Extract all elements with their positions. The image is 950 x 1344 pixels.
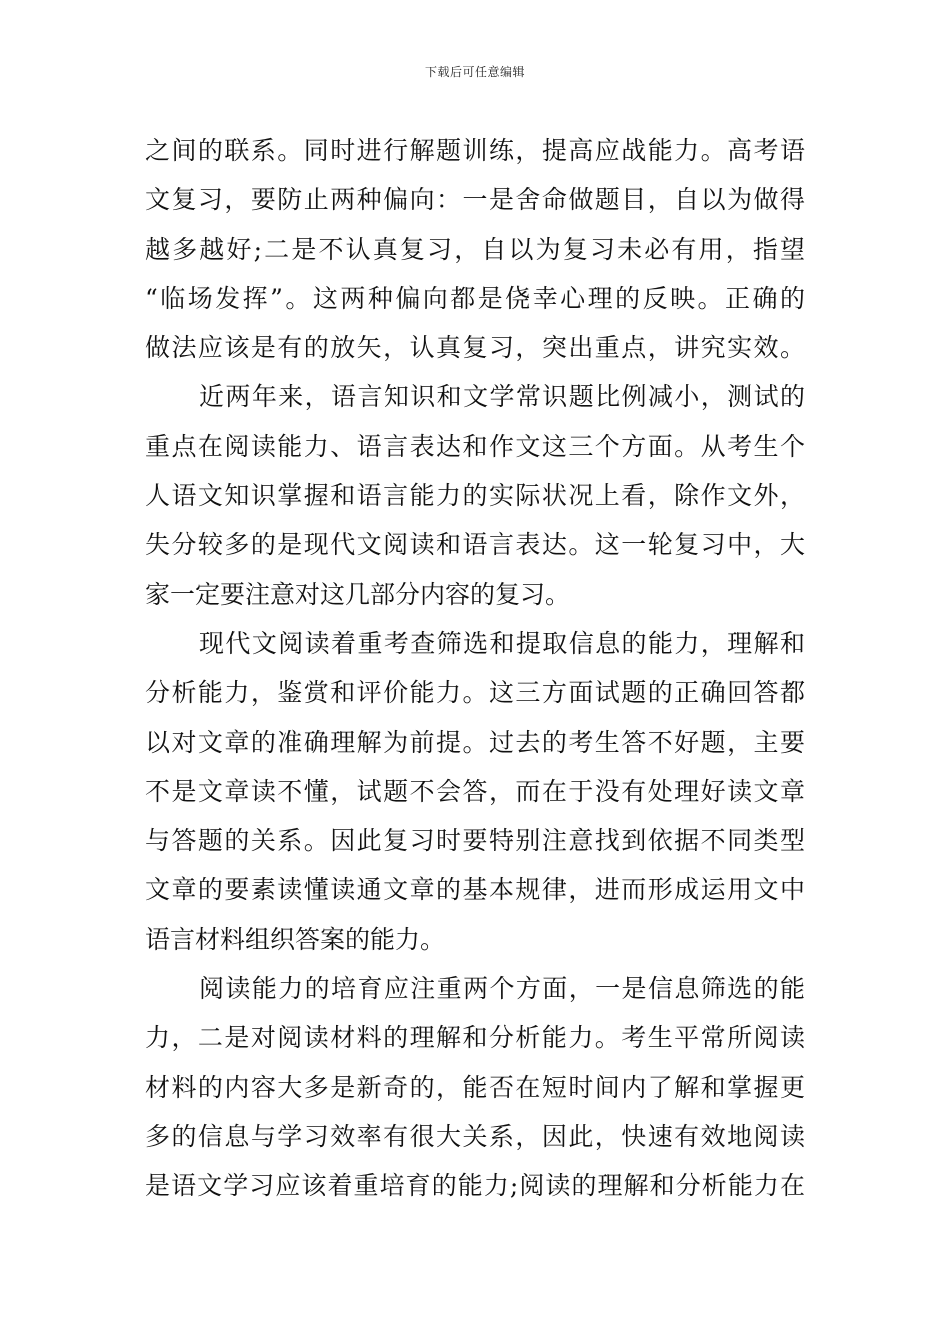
paragraph-4 <box>145 964 805 1210</box>
paragraph-3 <box>145 619 805 964</box>
text-line: 之间的联系。同时进行解题训练，提高应战能力。高考语 <box>145 136 805 165</box>
text-line: 现代文阅读着重考查筛选和提取信息的能力，理解和 <box>199 628 805 658</box>
text-line: 与答题的关系。因此复习时要特别注意找到依据不同类型 <box>145 826 805 856</box>
text-line: 多的信息与学习效率有很大关系，因此，快速有效地阅读 <box>145 1121 805 1151</box>
text-line: 以对文章的准确理解为前提。过去的考生答不好题，主要 <box>145 727 805 757</box>
document-body <box>145 126 805 1211</box>
text-line: “临场发挥”。这两种偏向都是侥幸心理的反映。正确的 <box>145 283 805 313</box>
paragraph-1 <box>145 126 805 372</box>
text-line: 是语文学习应该着重培育的能力;阅读的理解和分析能力在 <box>145 1171 805 1201</box>
text-line: 人语文知识掌握和语言能力的实际状况上看，除作文外， <box>145 481 805 511</box>
page-header: 下载后可任意编辑 <box>424 65 525 79</box>
text-line: 文章的要素读懂读通文章的基本规律，进而形成运用文中 <box>145 875 805 905</box>
text-line: 近两年来，语言知识和文学常识题比例减小，测试的 <box>199 382 805 412</box>
text-line: 分析能力，鉴赏和评价能力。这三方面试题的正确回答都 <box>145 678 805 708</box>
paragraph-2 <box>145 372 805 618</box>
text-line: 不是文章读不懂，试题不会答，而在于没有处理好读文章 <box>145 776 805 806</box>
text-line: 越多越好;二是不认真复习，自以为复习未必有用，指望 <box>145 234 805 264</box>
text-line: 失分较多的是现代文阅读和语言表达。这一轮复习中，大 <box>145 530 805 560</box>
text-line: 语言材料组织答案的能力。 <box>145 924 446 954</box>
text-line: 材料的内容大多是新奇的，能否在短时间内了解和掌握更 <box>145 1072 805 1102</box>
text-line: 家一定要注意对这几部分内容的复习。 <box>145 579 571 609</box>
text-line: 阅读能力的培育应注重两个方面，一是信息筛选的能 <box>199 974 805 1004</box>
text-line: 文复习，要防止两种偏向：一是舍命做题目，自以为做得 <box>145 185 805 215</box>
text-line: 力，二是对阅读材料的理解和分析能力。考生平常所阅读 <box>145 1023 805 1053</box>
text-line: 做法应该是有的放矢，认真复习，突出重点，讲究实效。 <box>145 333 805 363</box>
text-line: 重点在阅读能力、语言表达和作文这三个方面。从考生个 <box>145 431 805 461</box>
